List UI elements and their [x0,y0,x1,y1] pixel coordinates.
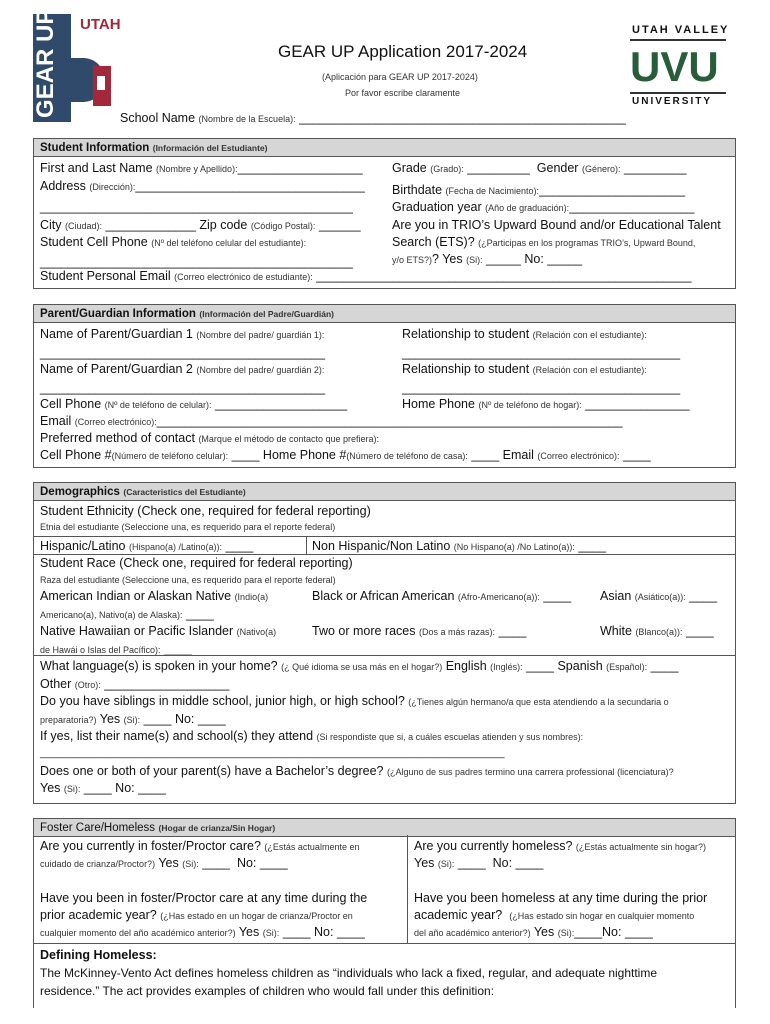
foster-current-yes-label: Yes [158,856,179,870]
race-divider-bottom [33,655,736,656]
ethnicity-heading: Student Ethnicity (Check one, required for federal reporting) [40,504,371,518]
parent-home-es: (Nº de teléfono de hogar): [478,400,582,410]
pref-cell-label: Cell Phone # [40,448,112,462]
home-language-field[interactable] [40,658,678,675]
trio-question-mark: ? [432,252,439,266]
student-grade-gender-field[interactable] [392,160,687,177]
asian-es: (Asiático(a)): [634,592,686,602]
trio-question-line1: Are you in TRIO’s Upward Bound and/or Educational Talent [392,218,721,232]
homeless-current-yes-label: Yes [414,856,435,870]
parent1-name-es: (Nombre del padre/ guardián 1): [196,330,325,340]
trio-question-es: (¿Participas en los programas TRIO’s, Upward Bound, [478,238,696,248]
spanish-line[interactable]: ____ [650,659,679,673]
homeless-current-es: (¿Estás actualmente sin hogar?) [575,842,706,852]
foster-homeless-title-es: (Hogar de crianza/Sin Hogar) [158,823,276,833]
demographics-heading [34,483,735,501]
siblings-list-es: (Si respondiste que si, a cuáles escuelas atienden y sus nombres): [316,732,584,742]
siblings-es: (¿Tienes algún hermano/a que esta atendiendo a la secundaria o [408,697,669,707]
trio-question-line2 [392,234,695,251]
parent2-relationship-field [402,361,647,378]
parent-email-line[interactable]: ___________________________________________________________________ [156,414,623,428]
race-black[interactable] [312,588,571,605]
school-name-es: (Nombre de la Escuela): [198,114,296,124]
homeless-prior-label2: academic year? [414,908,503,922]
spanish-es: (Español): [606,662,648,672]
homeless-current-no-label: No: [492,856,513,870]
student-address-label: Address [40,179,86,193]
black-line[interactable]: ____ [543,589,572,603]
siblings-list-line[interactable]: __________________________________________________________________________________ [40,748,505,759]
foster-current-es: (¿Estás actualmente en [264,842,360,852]
student-gender-line[interactable]: _________ [623,161,687,175]
foster-prior-yes-label: Yes [238,925,260,939]
homeless-prior-question: Have you been homeless at any time during the prior [414,891,708,905]
student-name-label: First and Last Name [40,161,153,175]
student-gender-label: Gender [536,161,579,175]
school-name-field[interactable] [120,110,626,127]
native-hawaiian-es2: de Hawái o Islas del Pacífico): [40,645,161,655]
siblings-label: Do you have siblings in middle school, junior high, or high school? [40,694,405,708]
student-grade-line[interactable]: _________ [467,161,530,175]
trio-yes-line[interactable]: _____ [486,252,521,266]
pref-email-line[interactable]: ____ [622,448,651,462]
parent2-name-line[interactable]: _________________________________________ [40,381,326,395]
ethnicity-divider-mid [306,536,307,554]
siblings-question [40,693,669,710]
siblings-es2: preparatoria?) [40,715,97,725]
race-white[interactable] [600,623,714,640]
defining-homeless-text2: residence.” The act provides examples of children who would fall under this definition: [40,984,495,998]
student-name-field[interactable] [40,160,363,177]
uvu-logo-rule-top [630,39,726,41]
pref-cell-line[interactable]: ____ [231,448,260,462]
foster-current-yes-es: (Si): [182,859,199,869]
american-indian-es: (Indio(a) [234,592,269,602]
race-two-or-more[interactable] [312,623,526,640]
parent1-name-line[interactable]: _________________________________________ [40,346,326,360]
student-birthdate-line[interactable]: _____________________ [539,183,686,197]
student-gradyear-es: (Año de graduación): [485,203,570,213]
siblings-answer[interactable] [40,711,226,728]
foster-homeless-title: Foster Care/Homeless [40,822,156,834]
hispanic-es: (Hispano(a) /Latino(a)): [128,542,222,552]
trio-no-label: No: [524,252,544,266]
parent2-name-label: Name of Parent/Guardian 2 [40,362,193,376]
parent2-relationship-es: (Relación con el estudiante): [532,365,647,375]
asian-line[interactable]: ____ [689,589,718,603]
foster-prior-es2: cualquier momento del año académico anterior?) [40,928,236,938]
foster-current-label: Are you currently in foster/Proctor care? [40,839,261,853]
foster-prior-no-line[interactable]: ____ [336,925,365,939]
student-gender-es: (Género): [581,164,621,174]
page-instruction: Por favor escribe claramente [345,88,461,98]
foster-current-no-line[interactable]: ____ [259,856,288,870]
pref-cell-es: (Número de teléfono celular): [111,451,229,461]
ethnicity-divider-top [33,536,736,537]
bachelor-question [40,763,674,780]
parent1-relationship-es: (Relación con el estudiante): [532,330,647,340]
student-birthdate-field[interactable] [392,182,685,199]
student-name-es: (Nombre y Apellido): [156,164,238,174]
homeless-prior-no-line[interactable]: ____ [624,925,653,939]
pref-home-line[interactable]: ____ [471,448,500,462]
bachelor-yes-es: (Si): [63,784,81,794]
trio-yes-es: (Si): [466,255,483,265]
student-email-label: Student Personal Email [40,269,171,283]
student-address-es: (Dirección): [89,182,136,192]
american-indian-line[interactable]: ____ [186,607,214,621]
student-info-heading [34,139,735,157]
student-address-line2[interactable]: _____________________________________________ [40,200,353,214]
student-city-es: (Ciudad): [65,221,103,231]
two-or-more-label: Two or more races [312,624,416,638]
school-name-line[interactable]: _______________________________________________ [299,111,626,125]
bachelor-label: Does one or both of your parent(s) have a Bachelor’s degree? [40,764,384,778]
bachelor-yes-label: Yes [40,781,61,795]
preferred-contact-options[interactable] [40,447,651,464]
trio-question-label2: Search (ETS)? [392,235,475,249]
spanish-label: Spanish [557,659,603,673]
parent-cell-label: Cell Phone [40,397,102,411]
non-hispanic-label: Non Hispanic/Non Latino [312,539,451,553]
american-indian-es2: Americano(a), Nativo(a) de Alaska): [40,610,183,620]
hispanic-line[interactable]: ____ [225,539,254,553]
parent-email-field[interactable] [40,413,623,430]
bachelor-es: (¿Alguno de sus padres termino una carrera professional (licenciatura)? [386,767,674,777]
homeless-prior-yes-label: Yes [533,925,555,939]
preferred-contact-field [40,430,379,447]
pref-home-es: (Número de teléfono de casa): [346,451,468,461]
school-name-label: School Name [120,111,196,125]
homeless-prior-question2 [414,907,694,924]
native-hawaiian-label: Native Hawaiian or Pacific Islander [40,624,234,638]
parent-home-label: Home Phone [402,397,475,411]
homeless-current-question [414,838,706,855]
parent-cell-es: (Nº de teléfono de celular): [104,400,212,410]
homeless-current-yes-line[interactable]: ____ [457,856,486,870]
race-asian[interactable] [600,588,717,605]
foster-prior-yes-es: (Si): [262,928,280,938]
student-city-line[interactable]: _____________ [105,218,196,232]
parent2-relationship-label: Relationship to student [402,362,530,376]
english-es: (Inglés): [490,662,523,672]
siblings-list-label: If yes, list their name(s) and school(s) they attend [40,729,314,743]
trio-yes-label: Yes [442,252,463,266]
other-language-line[interactable]: __________________ [104,677,230,691]
trio-answer[interactable] [392,251,582,268]
ethnicity-hispanic[interactable] [40,538,253,555]
ethnicity-heading-es: Etnia del estudiante (Seleccione una, es requerido para el reporte federal) [40,522,336,532]
uvu-logo [628,22,728,112]
student-address-field[interactable] [40,178,365,195]
parent1-relationship-line[interactable]: ________________________________________ [402,346,681,360]
parent-email-es: (Correo electrónico): [74,417,157,427]
foster-current-yes-line[interactable]: ____ [202,856,230,870]
foster-current-es2: cuidado de crianza/Proctor?) [40,859,156,869]
student-info-title: Student Information [40,142,150,154]
race-american-indian[interactable] [40,588,268,605]
pref-home-label: Home Phone # [262,448,347,462]
student-zip-line[interactable]: ______ [318,218,361,232]
homeless-prior-es: (¿Has estado sin hogar en cualquier momento [509,911,695,921]
homeless-current-label: Are you currently homeless? [414,839,573,853]
student-grade-label: Grade [392,161,427,175]
student-city-zip-field[interactable] [40,217,361,234]
asian-label: Asian [600,589,632,603]
native-hawaiian-es: (Nativo(a) [236,627,277,637]
homeless-current-no-line[interactable]: ____ [515,856,544,870]
parent-cell-field[interactable] [40,396,347,413]
foster-prior-label2: prior academic year? [40,908,157,922]
homeless-prior-yes-es: (Si): [557,928,575,938]
white-line[interactable]: ____ [685,624,714,638]
other-language-es: (Otro): [74,680,101,690]
siblings-no-label: No: [174,712,195,726]
foster-divider-bottom [33,943,736,944]
parent1-relationship-field [402,326,647,343]
other-language-field[interactable] [40,676,229,693]
page-title: GEAR UP Application 2017-2024 [278,42,528,61]
parent-home-field[interactable] [402,396,690,413]
student-cell-line[interactable]: _____________________________________________ [40,255,353,269]
homeless-prior-yes-line[interactable]: ____ [574,925,603,939]
hispanic-label: Hispanic/Latino [40,539,126,553]
siblings-list-question [40,728,583,745]
white-label: White [600,624,632,638]
homeless-prior-answer[interactable] [414,924,653,941]
homeless-prior-no-label: No: [602,925,622,939]
student-gradyear-line[interactable]: __________________ [569,200,695,214]
foster-homeless-heading [34,819,735,837]
foster-prior-question2 [40,907,353,924]
parent-cell-line[interactable]: ___________________ [214,397,348,411]
race-american-indian-line2[interactable] [40,606,214,623]
defining-homeless-title: Defining Homeless: [40,948,157,962]
foster-current-no-label: No: [236,856,257,870]
trio-no-line[interactable]: _____ [547,252,583,266]
student-email-line[interactable]: ______________________________________________________ [316,269,692,283]
student-birthdate-es: (Fecha de Nacimiento): [445,186,540,196]
black-label: Black or African American [312,589,455,603]
foster-current-answer[interactable] [40,855,288,872]
siblings-yes-es: (Si): [123,715,141,725]
foster-prior-question: Have you been in foster/Proctor care at any time during the [40,891,368,905]
uvu-logo-top: UTAH VALLEY [632,24,730,36]
siblings-no-line[interactable]: ____ [197,712,226,726]
preferred-contact-es: (Marque el método de contacto que prefiera): [198,434,380,444]
english-label: English [445,659,487,673]
demographics-title-es: (Caracteristics del Estudiante) [123,487,246,497]
preferred-contact-label: Preferred method of contact [40,431,195,445]
student-city-label: City [40,218,62,232]
student-birthdate-label: Birthdate [392,183,443,197]
parent-info-title: Parent/Guardian Information [40,308,196,320]
page-subtitle: (Aplicación para GEAR UP 2017-2024) [322,72,478,82]
two-or-more-es: (Dos a más razas): [419,627,496,637]
foster-prior-answer[interactable] [40,924,365,941]
home-language-es: (¿ Qué idioma se usa más en el hogar?) [281,662,443,672]
pref-email-es: (Correo electrónico): [537,451,620,461]
non-hispanic-line[interactable]: ____ [578,539,607,553]
american-indian-label: American Indian or Alaskan Native [40,589,232,603]
parent-info-heading [34,305,735,323]
parent1-name-field [40,326,324,343]
race-native-hawaiian[interactable] [40,623,276,640]
pref-email-label: Email [502,448,534,462]
bachelor-no-line[interactable]: ____ [138,781,166,795]
race-heading-es: Raza del estudiante (Seleccione una, es requerido para el reporte federal) [40,575,336,585]
trio-question-es2: y/o ETS?) [392,255,433,265]
gear-up-logo-text: GEAR UP [33,14,59,118]
parent1-name-label: Name of Parent/Guardian 1 [40,327,193,341]
gear-up-utah-label: UTAH [80,16,121,33]
white-es: (Blanco(a)): [635,627,683,637]
student-cell-field [40,234,306,251]
student-cell-es: (Nº del teléfono celular del estudiante): [151,238,307,248]
bachelor-no-label: No: [115,781,135,795]
student-name-line[interactable]: __________________ [237,161,363,175]
student-email-field[interactable] [40,268,692,285]
parent-email-label: Email [40,414,72,428]
foster-current-question [40,838,359,855]
uvu-logo-bottom: UNIVERSITY [632,96,713,107]
other-language-label: Other [40,677,72,691]
parent-info-title-es: (Información del Padre/Guardián) [199,309,335,319]
non-hispanic-es: (No Hispano(a) /No Latino(a)): [453,542,575,552]
siblings-yes-line[interactable]: ____ [143,712,172,726]
race-heading: Student Race (Check one, required for federal reporting) [40,556,353,570]
parent2-name-field [40,361,324,378]
parent1-relationship-label: Relationship to student [402,327,530,341]
bachelor-yes-line[interactable]: ____ [83,781,112,795]
student-address-line[interactable]: _________________________________ [135,179,365,193]
foster-prior-es: (¿Has estado en un hogar de crianza/Proctor en [160,911,353,921]
native-hawaiian-line[interactable]: ____ [164,642,192,656]
english-line[interactable]: ____ [526,659,554,673]
homeless-current-yes-es: (Si): [437,859,455,869]
student-grade-es: (Grado): [430,164,464,174]
bachelor-answer[interactable] [40,780,166,797]
ethnicity-non-hispanic[interactable] [312,538,606,555]
student-cell-label: Student Cell Phone [40,235,148,249]
siblings-yes-label: Yes [99,712,121,726]
student-zip-label: Zip code [199,218,248,232]
parent-home-line[interactable]: _______________ [585,397,690,411]
home-language-label: What language(s) is spoken in your home? [40,659,278,673]
defining-homeless-text1: The McKinney-Vento Act defines homeless children as “individuals who lack a fixed, regular, and adequate nighttime [40,966,658,980]
foster-divider-mid [407,835,408,943]
uvu-logo-mid: UVU [630,43,719,90]
student-info-title-es: (Información del Estudiante) [152,143,268,153]
homeless-current-answer[interactable] [414,855,543,872]
student-gradyear-label: Graduation year [392,200,482,214]
student-email-es: (Correo electrónico de estudiante): [174,272,313,282]
homeless-prior-es2: del año académico anterior?) [414,928,531,938]
black-es: (Afro-Americano(a)): [457,592,540,602]
student-zip-es: (Código Postal): [250,221,316,231]
parent2-relationship-line[interactable]: ________________________________________ [402,381,681,395]
foster-prior-no-label: No: [314,925,334,939]
foster-prior-yes-line[interactable]: ____ [282,925,311,939]
demographics-title: Demographics [40,486,120,498]
two-or-more-line[interactable]: ____ [498,624,527,638]
student-gradyear-field[interactable] [392,199,694,216]
parent2-name-es: (Nombre del padre/ guardián 2): [196,365,325,375]
